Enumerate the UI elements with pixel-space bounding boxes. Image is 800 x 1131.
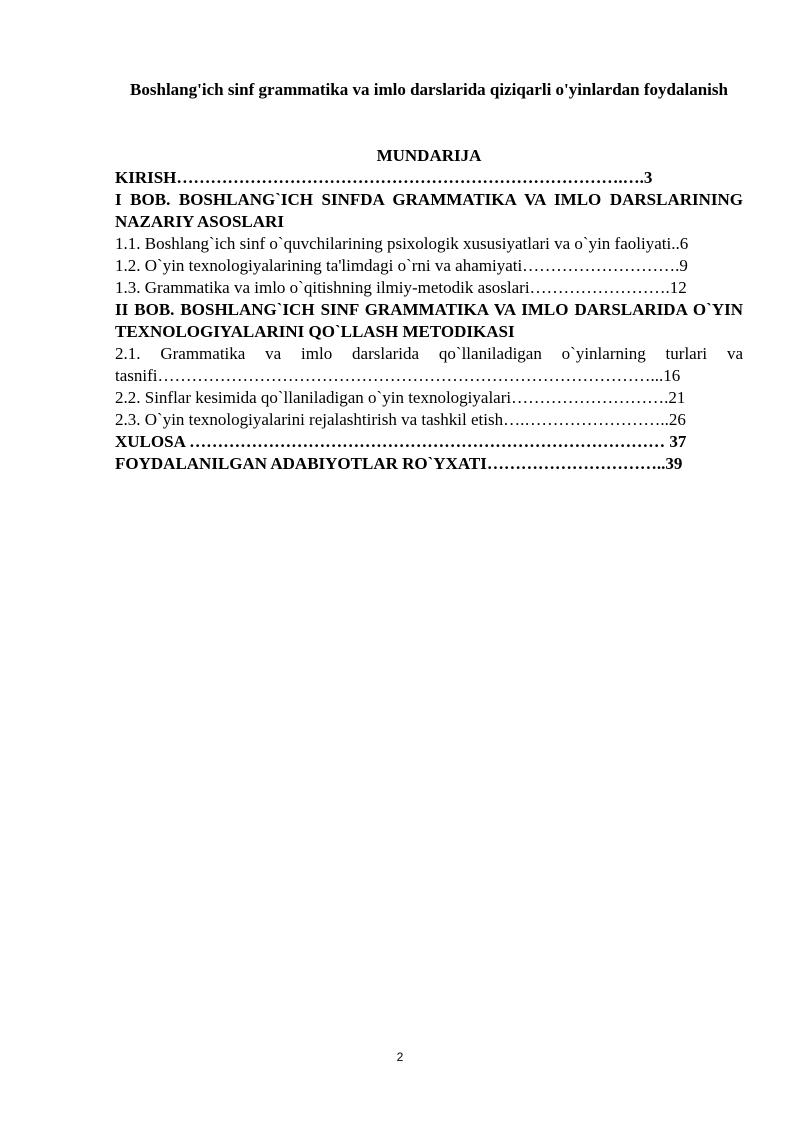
toc-entry-2-3: 2.3. O`yin texnologiyalarini rejalashtirish va tashkil etish….……………………..26 <box>115 410 686 429</box>
document-page <box>115 70 743 475</box>
toc-heading: MUNDARIJA <box>376 146 482 165</box>
table-of-contents <box>115 167 743 475</box>
document-title: Boshlang'ich sinf grammatika va imlo darslarida qiziqarli o'yinlardan foydalanish <box>130 80 728 99</box>
toc-entry-1-3: 1.3. Grammatika va imlo o`qitishning ilmiy-metodik asoslari…………………….12 <box>115 278 687 297</box>
toc-entry-1-2: 1.2. O`yin texnologiyalarining ta'limdagi o`rni va ahamiyati……………………….9 <box>115 256 688 275</box>
toc-entry-2-1: 2.1. Grammatika va imlo darslarida qo`llaniladigan o`yinlarning turlari va tasnifi……………………………………………………………………………...16 <box>115 344 743 385</box>
page-number: 2 <box>396 1050 404 1064</box>
toc-entry-xulosa: XULOSA ………………………………………………………………………… 37 <box>115 432 687 451</box>
toc-entry-1-1: 1.1. Boshlang`ich sinf o`quvchilarining psixologik xususiyatlari va o`yin faoliyati..6 <box>115 234 689 253</box>
toc-entry-chapter-2: II BOB. BOSHLANG`ICH SINF GRAMMATIKA VA IMLO DARSLARIDA O`YIN TEXNOLOGIYALARINI QO`LLASH METODIKASI <box>115 300 743 341</box>
toc-entry-2-2: 2.2. Sinflar kesimida qo`llaniladigan o`yin texnologiyalari……………………….21 <box>115 388 686 407</box>
toc-entry-adabiyotlar: FOYDALANILGAN ADABIYOTLAR RO`YXATI…………………………..39 <box>115 454 683 473</box>
toc-entry-kirish: KIRISH…………………………………………………………………….….3 <box>115 168 653 187</box>
toc-entry-chapter-1: I BOB. BOSHLANG`ICH SINFDA GRAMMATIKA VA IMLO DARSLARINING NAZARIY ASOSLARI <box>115 190 743 231</box>
